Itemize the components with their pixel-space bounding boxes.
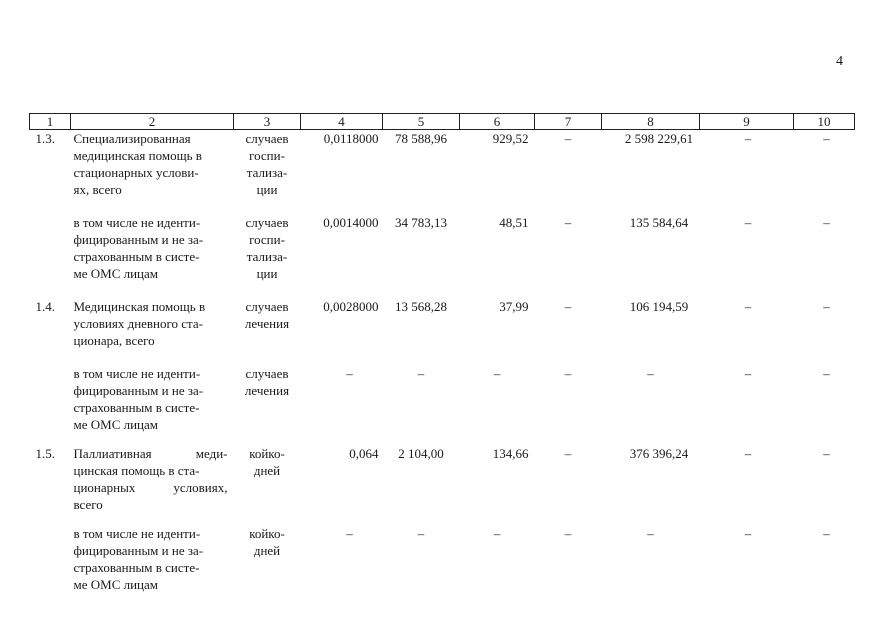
column-header-7: 7: [535, 114, 602, 130]
cell-col7: –: [564, 446, 572, 461]
row-name-line: в том числе не иденти-: [73, 215, 201, 230]
row-name: [71, 445, 234, 525]
column-header-1: 1: [30, 114, 71, 130]
cell-col4: –: [346, 366, 353, 381]
row-unit-line: ции: [256, 182, 278, 197]
row-name-line: фицированным и не за-: [73, 232, 204, 247]
cell-col9: –: [744, 299, 752, 314]
cell-col6: 48,51: [499, 215, 529, 230]
cell-col4: 0,0118000: [323, 131, 379, 146]
row-name-line: фицированным и не за-: [73, 383, 204, 398]
cell-col5: 34 783,13: [395, 215, 447, 230]
row-unit: [234, 214, 301, 298]
row-unit-line: случаев: [245, 366, 289, 381]
row-name-line: условиях дневного ста-: [73, 316, 203, 331]
row-number: 1.4.: [35, 299, 55, 314]
cell-col9: –: [744, 215, 752, 230]
row-name: [71, 130, 234, 215]
cell-col5: 13 568,28: [395, 299, 447, 314]
cell-col6: 134,66: [492, 446, 529, 461]
column-header-2: 2: [71, 114, 234, 130]
cell-col5: –: [417, 526, 425, 541]
cell-col8: 2 598 229,61: [624, 131, 694, 146]
row-name-line: цинская помощь в ста-: [73, 463, 200, 478]
column-header-10: 10: [794, 114, 855, 130]
row-name-line: всего: [73, 497, 103, 512]
cell-col9: –: [744, 526, 752, 541]
cell-col6: 929,52: [492, 131, 529, 146]
row-number: [30, 365, 71, 445]
cell-col10: –: [823, 526, 830, 541]
table-row: [30, 445, 855, 525]
cell-col5: –: [417, 366, 425, 381]
cell-col8: 106 194,59: [629, 299, 689, 314]
row-unit-line: тализа-: [246, 165, 288, 180]
cell-col8: –: [647, 366, 654, 381]
row-name-line: ме ОМС лицам: [73, 577, 159, 592]
row-number: [30, 525, 71, 593]
row-number: 1.5.: [35, 446, 55, 461]
column-header-8: 8: [602, 114, 700, 130]
row-name: [71, 525, 234, 593]
page-number: 4: [836, 54, 843, 69]
row-unit-line: лечения: [244, 383, 290, 398]
cell-col7: –: [564, 366, 572, 381]
row-name-line: страхованным в систе-: [73, 560, 200, 575]
table-row: [30, 525, 855, 593]
cell-col10: –: [823, 299, 830, 314]
column-header-6: 6: [460, 114, 535, 130]
cell-col9: –: [744, 131, 752, 146]
row-unit-line: госпи-: [249, 232, 285, 247]
row-name-line: в том числе не иденти-: [73, 526, 201, 541]
row-name-line: ционарных условиях,: [73, 480, 228, 495]
table-row: [30, 298, 855, 365]
cell-col8: 135 584,64: [629, 215, 689, 230]
table-row: [30, 130, 855, 215]
cell-col9: –: [744, 446, 752, 461]
row-unit-line: случаев: [245, 299, 289, 314]
row-unit-line: койко-: [249, 526, 285, 541]
row-name: [71, 298, 234, 365]
row-unit-line: случаев: [245, 131, 289, 146]
row-unit-line: дней: [253, 543, 281, 558]
cell-col9: –: [744, 366, 752, 381]
row-unit: [234, 298, 301, 365]
row-name-line: ме ОМС лицам: [73, 266, 159, 281]
cell-col5: 2 104,00: [398, 446, 444, 461]
cell-col6: –: [493, 526, 501, 541]
row-unit-line: ции: [256, 266, 278, 281]
row-name-line: Специализированная: [73, 131, 191, 146]
cell-col7: –: [564, 131, 572, 146]
cell-col8: 376 396,24: [629, 446, 689, 461]
row-name-line: фицированным и не за-: [73, 543, 204, 558]
table-row: [30, 214, 855, 298]
cell-col5: 78 588,96: [395, 131, 447, 146]
cell-col6: 37,99: [499, 299, 529, 314]
row-name-line: ме ОМС лицам: [73, 417, 159, 432]
row-name-line: страхованным в систе-: [73, 400, 200, 415]
row-unit-line: дней: [253, 463, 281, 478]
cell-col4: 0,0028000: [323, 299, 379, 314]
row-unit: [234, 130, 301, 215]
cell-col7: –: [564, 299, 572, 314]
row-name-line: в том числе не иденти-: [73, 366, 201, 381]
cell-col10: –: [823, 131, 830, 146]
row-unit-line: лечения: [244, 316, 290, 331]
cell-col8: –: [647, 526, 654, 541]
column-number-row: [30, 114, 855, 130]
row-name: [71, 365, 234, 445]
row-unit: [234, 445, 301, 525]
column-header-9: 9: [700, 114, 794, 130]
data-table: [29, 113, 855, 593]
cell-col10: –: [823, 446, 830, 461]
column-header-4: 4: [301, 114, 383, 130]
column-header-5: 5: [383, 114, 460, 130]
cell-col10: –: [823, 215, 830, 230]
table-row: [30, 365, 855, 445]
row-name-line: Медицинская помощь в: [73, 299, 206, 314]
row-unit: [234, 365, 301, 445]
row-unit-line: случаев: [245, 215, 289, 230]
row-number: [30, 214, 71, 298]
cell-col4: 0,0014000: [323, 215, 379, 230]
cell-col4: 0,064: [349, 446, 379, 461]
row-name-line: стационарных услови-: [73, 165, 199, 180]
cell-col7: –: [564, 526, 572, 541]
row-number: 1.3.: [35, 131, 55, 146]
cell-col10: –: [823, 366, 830, 381]
column-header-3: 3: [234, 114, 301, 130]
row-name-line: медицинская помощь в: [73, 148, 202, 163]
row-name-line: ях, всего: [73, 182, 122, 197]
row-unit: [234, 525, 301, 593]
row-name-line: ционара, всего: [73, 333, 155, 348]
row-name-line: страхованным в систе-: [73, 249, 200, 264]
cell-col6: –: [493, 366, 501, 381]
row-unit-line: госпи-: [249, 148, 285, 163]
row-name-line: Паллиативная меди-: [73, 446, 228, 461]
cell-col4: –: [346, 526, 353, 541]
row-unit-line: тализа-: [246, 249, 288, 264]
row-name: [71, 214, 234, 298]
cell-col7: –: [564, 215, 572, 230]
row-unit-line: койко-: [249, 446, 285, 461]
